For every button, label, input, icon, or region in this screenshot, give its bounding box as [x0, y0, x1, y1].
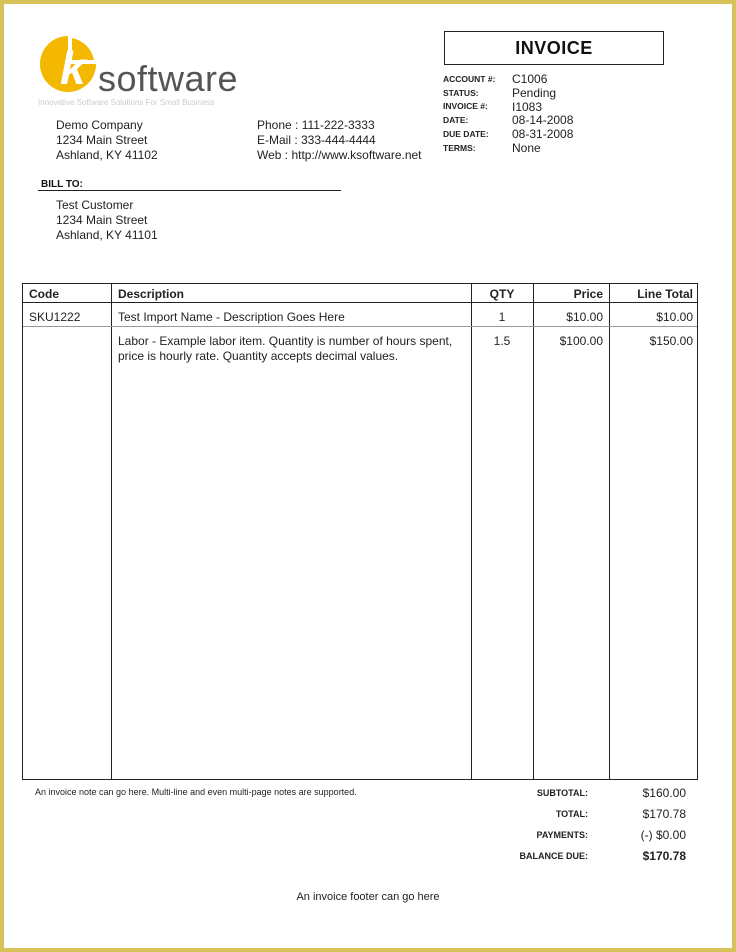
header-description: Description [118, 287, 185, 301]
meta-invoice-number [443, 100, 573, 114]
company-contact [257, 118, 422, 163]
customer-name: Test Customer [56, 198, 134, 212]
totals-block [504, 782, 694, 866]
invoice-meta [443, 72, 573, 155]
meta-label: INVOICE #: [443, 101, 488, 112]
meta-terms [443, 141, 573, 155]
bill-to-divider [38, 190, 341, 191]
balance-due-label: BALANCE DUE: [519, 850, 588, 861]
column-divider [471, 284, 472, 779]
row-description-line2: price is hourly rate. Quantity accepts decimal values. [118, 349, 399, 363]
company-email: E-Mail : 333-444-4444 [257, 133, 376, 147]
balance-due-row [504, 845, 694, 866]
invoice-page [4, 4, 732, 948]
row-description-line1: Labor - Example labor item. Quantity is number of hours spent, [118, 334, 453, 348]
header-price: Price [573, 287, 603, 301]
row-code: SKU1222 [29, 310, 81, 324]
company-web: Web : http://www.ksoftware.net [257, 148, 422, 162]
column-divider [609, 284, 610, 779]
payments-row [504, 824, 694, 845]
company-city: Ashland, KY 41102 [56, 148, 158, 162]
payments-label: PAYMENTS: [536, 829, 588, 840]
row-line-total: $150.00 [649, 334, 693, 348]
svg-text:k: k [60, 42, 86, 94]
logo-tagline: Innovative Software Solutions For Small Business [38, 98, 215, 107]
logo-wordmark: software [98, 58, 239, 99]
logo-k-icon [38, 34, 98, 94]
subtotal-label: SUBTOTAL: [536, 787, 588, 798]
company-phone: Phone : 111-222-3333 [257, 118, 375, 132]
company-street: 1234 Main Street [56, 133, 148, 147]
meta-value: Pending [512, 85, 557, 100]
customer-street: 1234 Main Street [56, 213, 148, 227]
meta-value: C1006 [512, 71, 548, 86]
invoice-title: INVOICE [444, 31, 664, 65]
subtotal-value: $160.00 [642, 785, 686, 800]
row-divider [23, 326, 697, 327]
meta-label: ACCOUNT #: [443, 73, 496, 84]
bill-to-label: BILL TO: [41, 179, 83, 190]
meta-value: 08-14-2008 [512, 113, 574, 128]
bill-to-address [56, 198, 158, 243]
total-row [504, 803, 694, 824]
meta-label: TERMS: [443, 142, 476, 153]
meta-label: DUE DATE: [443, 129, 489, 140]
total-label: TOTAL: [555, 808, 588, 819]
customer-city: Ashland, KY 41101 [56, 228, 158, 242]
company-address [56, 118, 158, 163]
payments-value: (-) $0.00 [640, 827, 686, 842]
row-line-total: $10.00 [656, 310, 693, 324]
header-qty: QTY [489, 287, 515, 301]
company-name: Demo Company [56, 118, 143, 132]
subtotal-row [504, 782, 694, 803]
invoice-footer: An invoice footer can go here [296, 891, 440, 903]
row-price: $100.00 [559, 334, 603, 348]
invoice-note: An invoice note can go here. Multi-line and even multi-page notes are supported. [35, 787, 357, 797]
row-qty: 1.5 [493, 334, 511, 348]
line-items-table [22, 283, 698, 780]
column-divider [533, 284, 534, 779]
meta-value: 08-31-2008 [512, 127, 574, 142]
header-line-total: Line Total [637, 287, 693, 301]
meta-value: None [512, 140, 541, 155]
company-logo [38, 34, 248, 114]
row-qty: 1 [498, 310, 506, 324]
meta-status [443, 86, 573, 100]
header-divider [23, 302, 697, 303]
meta-date [443, 113, 573, 127]
row-price: $10.00 [566, 310, 603, 324]
meta-due-date [443, 127, 573, 141]
meta-value: I1083 [512, 99, 543, 114]
row-description: Test Import Name - Description Goes Here [118, 310, 345, 324]
meta-label: STATUS: [443, 87, 479, 98]
meta-label: DATE: [443, 115, 469, 126]
total-value: $170.78 [642, 806, 686, 821]
column-divider [111, 284, 112, 779]
balance-due-value: $170.78 [642, 848, 686, 863]
header-code: Code [29, 287, 59, 301]
meta-account [443, 72, 573, 86]
